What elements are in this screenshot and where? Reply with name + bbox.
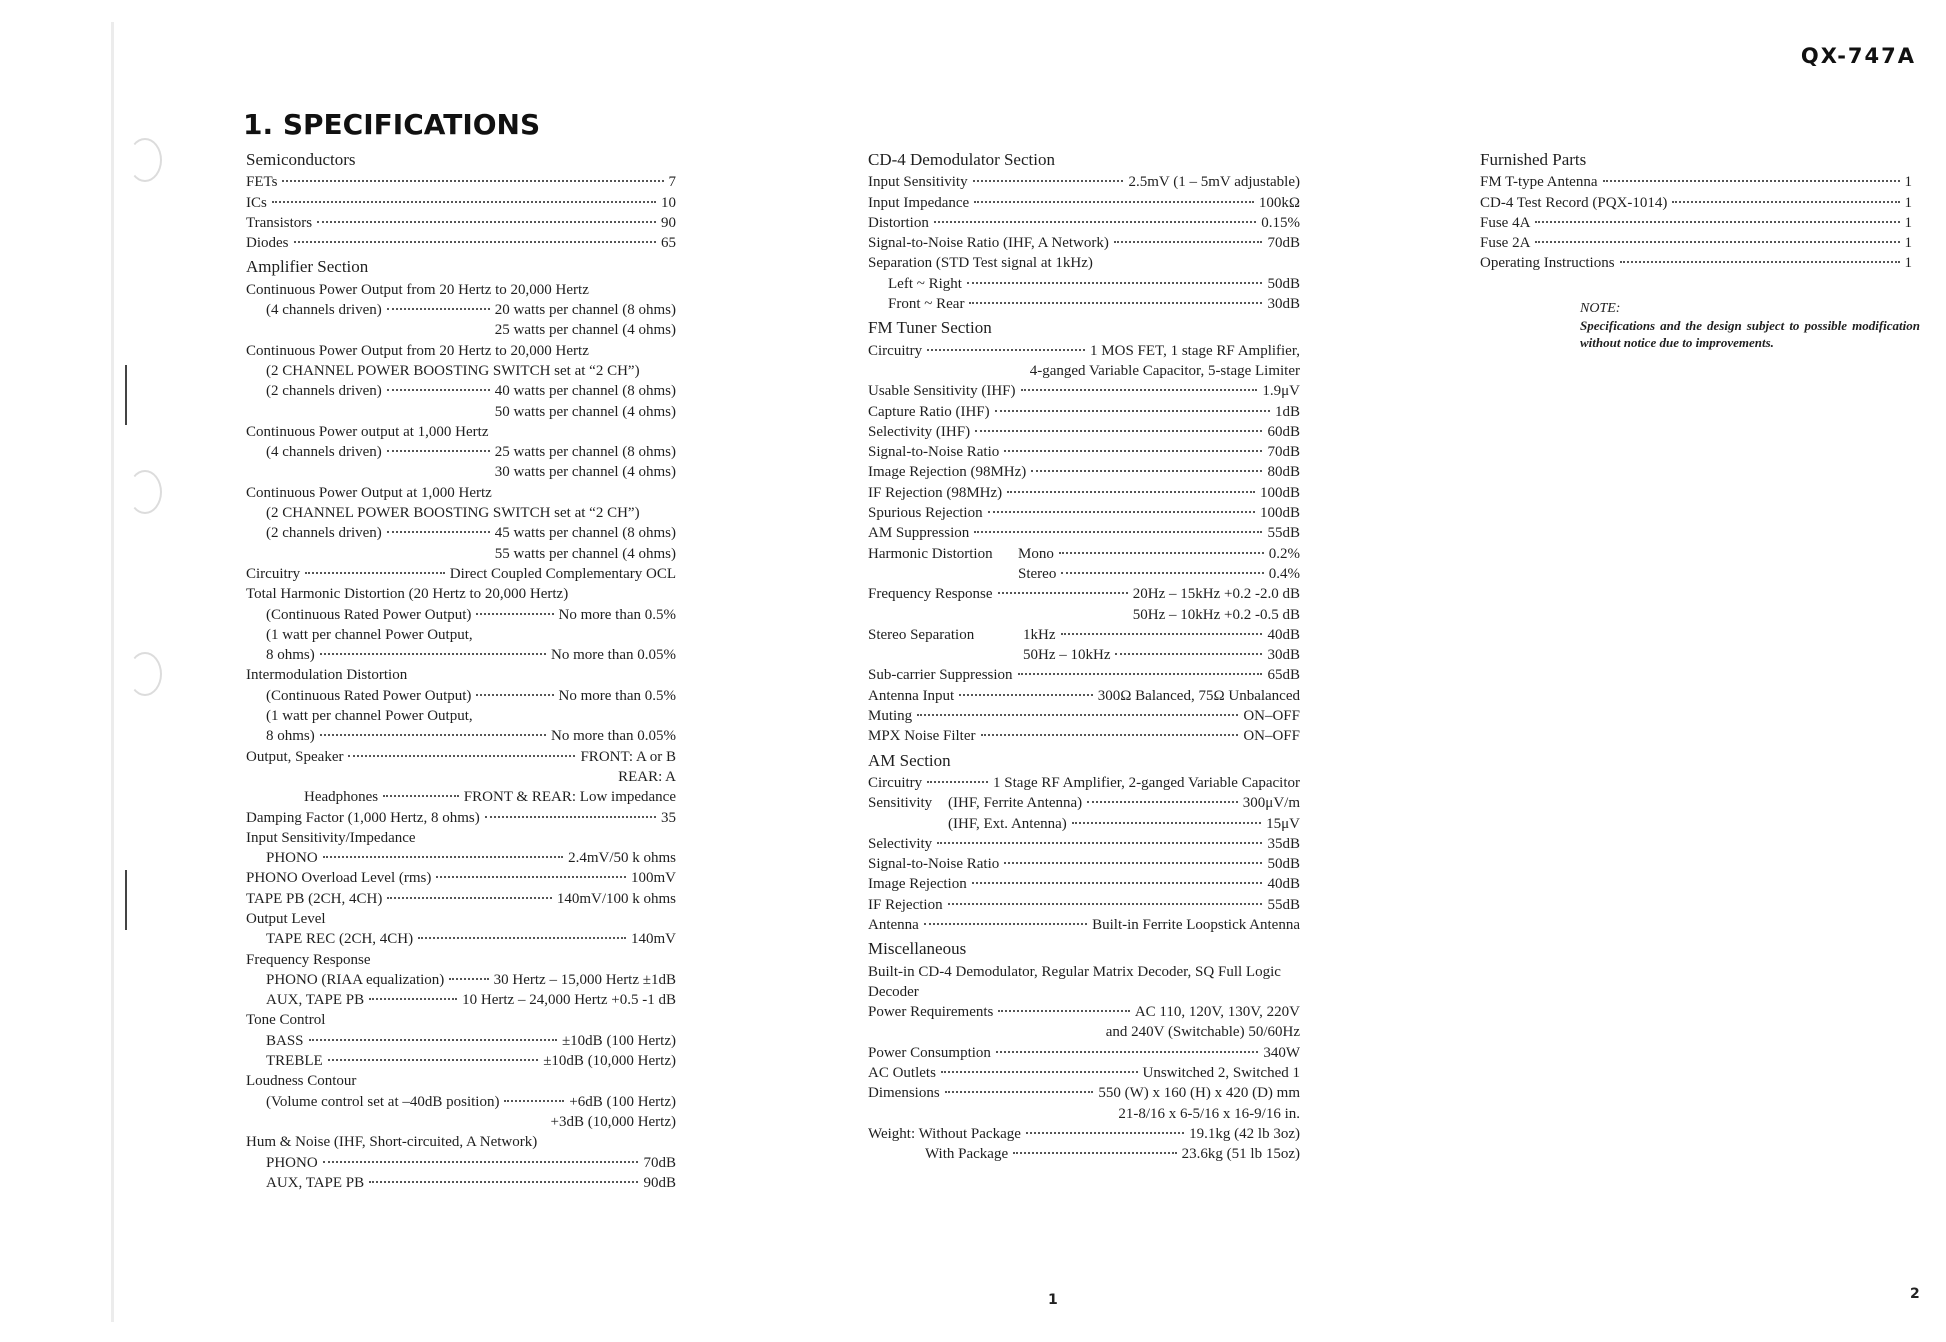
column-right	[1480, 150, 1912, 274]
spec-row: TREBLE ±10dB (10,000 Hertz)	[266, 1053, 676, 1070]
spec-text: (1 watt per channel Power Output,	[266, 626, 473, 643]
spec-row: Signal-to-Noise Ratio 70dB	[868, 444, 1300, 461]
misc-heading: Miscellaneous	[868, 939, 967, 959]
spec-row: Diodes 65	[246, 235, 676, 252]
spec-row: PHONO 70dB	[266, 1154, 676, 1171]
spec-text: Total Harmonic Distortion (20 Hertz to 20,000 Hertz)	[246, 586, 569, 603]
spec-row: (2 channels driven) 40 watts per channel (8 ohms)	[266, 383, 676, 400]
spec-row: (4 channels driven) 25 watts per channel (8 ohms)	[266, 444, 676, 461]
page-number-right: 2	[1910, 1286, 1920, 1302]
note-heading: NOTE:	[1580, 301, 1621, 316]
spec-text: Frequency Response	[246, 951, 371, 968]
spec-text: and 240V (Switchable) 50/60Hz	[1105, 1024, 1300, 1041]
spec-row: 8 ohms) No more than 0.05%	[266, 728, 676, 745]
spec-text: (1 watt per channel Power Output,	[266, 708, 473, 725]
spec-row: Signal-to-Noise Ratio 50dB	[868, 856, 1300, 873]
spec-row: Input Sensitivity 2.5mV (1 – 5mV adjustable)	[868, 174, 1300, 191]
spec-text: Separation (STD Test signal at 1kHz)	[868, 255, 1093, 272]
spec-row: Circuitry 1 MOS FET, 1 stage RF Amplifier,	[868, 342, 1300, 359]
spec-row: Output, Speaker FRONT: A or B	[246, 748, 676, 765]
spec-row: AUX, TAPE PB 90dB	[266, 1174, 676, 1191]
spec-row: Sensitivity (IHF, Ferrite Antenna) 300μV/m	[868, 795, 1300, 812]
spec-row: Dimensions 550 (W) x 160 (H) x 420 (D) mm	[868, 1085, 1300, 1102]
spec-text: 4-ganged Variable Capacitor, 5-stage Limiter	[1029, 362, 1300, 379]
spec-row: Image Rejection 40dB	[868, 876, 1300, 893]
spec-row: Left ~ Right 50dB	[888, 275, 1300, 292]
cd4-heading: CD-4 Demodulator Section	[868, 150, 1055, 169]
spec-text: 21-8/16 x 6-5/16 x 16-9/16 in.	[1118, 1105, 1300, 1122]
am-heading: AM Section	[868, 750, 951, 770]
spec-row: IF Rejection (98MHz) 100dB	[868, 484, 1300, 501]
binder-mark	[125, 870, 127, 930]
spec-row: PHONO Overload Level (rms) 100mV	[246, 870, 676, 887]
spec-text: Hum & Noise (IHF, Short-circuited, A Network)	[246, 1134, 538, 1151]
spec-row: Antenna Input 300Ω Balanced, 75Ω Unbalanced	[868, 687, 1300, 704]
spec-row: Image Rejection (98MHz) 80dB	[868, 464, 1300, 481]
note-text: Specifications and the design subject to possible modification without notice due to improvements.	[1580, 318, 1920, 350]
spec-row: Selectivity (IHF) 60dB	[868, 423, 1300, 440]
amplifier-heading: Amplifier Section	[246, 257, 369, 277]
spec-row: (4 channels driven) 20 watts per channel (8 ohms)	[266, 302, 676, 319]
spec-row: Power Consumption 340W	[868, 1044, 1300, 1061]
spec-row: ICs 10	[246, 194, 676, 211]
spec-row: (2 channels driven) 45 watts per channel (8 ohms)	[266, 525, 676, 542]
spec-text: Tone Control	[246, 1012, 326, 1029]
fm-heading: FM Tuner Section	[868, 318, 992, 338]
spec-row: Harmonic Distortion Mono 0.2%	[868, 545, 1300, 562]
spec-row: TAPE PB (2CH, 4CH) 140mV/100 k ohms	[246, 890, 676, 907]
spec-text: Intermodulation Distortion	[246, 667, 408, 684]
spec-row: AC Outlets Unswitched 2, Switched 1	[868, 1065, 1300, 1082]
spec-row: MPX Noise Filter ON–OFF	[868, 728, 1300, 745]
spec-row: Sub-carrier Suppression 65dB	[868, 667, 1300, 684]
spec-text: (2 CHANNEL POWER BOOSTING SWITCH set at “2 CH”)	[266, 505, 640, 522]
spec-text: 55 watts per channel (4 ohms)	[494, 545, 676, 562]
spec-row: With Package 23.6kg (51 lb 15oz)	[925, 1146, 1300, 1163]
spec-row: Spurious Rejection 100dB	[868, 505, 1300, 522]
punch-hole	[128, 470, 162, 514]
spec-row: Antenna Built-in Ferrite Loopstick Antenna	[868, 916, 1300, 933]
spec-row: Fuse 4A 1	[1480, 214, 1912, 231]
punch-hole	[128, 138, 162, 182]
spec-text: Loudness Contour	[246, 1073, 357, 1090]
spec-row: Damping Factor (1,000 Hertz, 8 ohms) 35	[246, 809, 676, 826]
spec-row: CD-4 Test Record (PQX-1014) 1	[1480, 194, 1912, 211]
spec-row: Muting ON–OFF	[868, 708, 1300, 725]
spec-row: Fuse 2A 1	[1480, 235, 1912, 252]
spec-text: Continuous Power Output from 20 Hertz to 20,000 Hertz	[246, 342, 589, 359]
spec-text: Built-in CD-4 Demodulator, Regular Matrix Decoder, SQ Full Logic	[868, 963, 1281, 980]
spec-row: Selectivity 35dB	[868, 835, 1300, 852]
binder-margin-line	[111, 22, 114, 1322]
spec-text: Output Level	[246, 910, 326, 927]
spec-row: Circuitry Direct Coupled Complementary OCL	[246, 565, 676, 582]
spec-text: 50Hz – 10kHz +0.2 -0.5 dB	[1132, 606, 1300, 623]
spec-row: Stereo 0.4%	[1018, 565, 1300, 582]
spec-text: Continuous Power Output from 20 Hertz to 20,000 Hertz	[246, 281, 589, 298]
spec-row: Stereo Separation 1kHz 40dB	[868, 626, 1300, 643]
spec-row: Power Requirements AC 110, 120V, 130V, 220V	[868, 1004, 1300, 1021]
spec-row: (Continuous Rated Power Output) No more than 0.5%	[266, 606, 676, 623]
note-box	[1580, 300, 1920, 351]
spec-row: (Continuous Rated Power Output) No more than 0.5%	[266, 687, 676, 704]
page-number-left: 1	[1048, 1292, 1058, 1308]
spec-row: Headphones FRONT & REAR: Low impedance	[304, 789, 676, 806]
spec-row: 8 ohms) No more than 0.05%	[266, 647, 676, 664]
spec-text: REAR: A	[618, 768, 676, 785]
spec-row: IF Rejection 55dB	[868, 896, 1300, 913]
page-title: 1. SPECIFICATIONS	[243, 108, 541, 141]
spec-row: PHONO 2.4mV/50 k ohms	[266, 850, 676, 867]
spec-text: 50 watts per channel (4 ohms)	[494, 403, 676, 420]
spec-text: (2 CHANNEL POWER BOOSTING SWITCH set at “2 CH”)	[266, 362, 640, 379]
punch-hole	[128, 652, 162, 696]
column-middle	[868, 150, 1300, 1165]
spec-row: Weight: Without Package 19.1kg (42 lb 3oz)	[868, 1125, 1300, 1142]
spec-row: (Volume control set at –40dB position) +6dB (100 Hertz)	[266, 1093, 676, 1110]
spec-text: +3dB (10,000 Hertz)	[550, 1113, 676, 1130]
spec-text: 25 watts per channel (4 ohms)	[494, 322, 676, 339]
spec-row: FM T-type Antenna 1	[1480, 174, 1912, 191]
spec-row: Transistors 90	[246, 214, 676, 231]
spec-row: PHONO (RIAA equalization) 30 Hertz – 15,000 Hertz ±1dB	[266, 971, 676, 988]
spec-row: Frequency Response 20Hz – 15kHz +0.2 -2.0 dB	[868, 586, 1300, 603]
spec-text: Continuous Power Output at 1,000 Hertz	[246, 484, 492, 501]
spec-row: (IHF, Ext. Antenna) 15μV	[948, 815, 1300, 832]
spec-row: Distortion 0.15%	[868, 214, 1300, 231]
spec-text: Continuous Power output at 1,000 Hertz	[246, 423, 489, 440]
spec-row: 50Hz – 10kHz 30dB	[1023, 647, 1300, 664]
spec-row: FETs 7	[246, 174, 676, 191]
model-number: QX-747A	[1800, 44, 1916, 68]
spec-row: Front ~ Rear 30dB	[888, 296, 1300, 313]
spec-row: AUX, TAPE PB 10 Hertz – 24,000 Hertz +0.5 -1 dB	[266, 992, 676, 1009]
spec-row: Signal-to-Noise Ratio (IHF, A Network) 70dB	[868, 235, 1300, 252]
spec-row: Circuitry 1 Stage RF Amplifier, 2-ganged Variable Capacitor	[868, 774, 1300, 791]
spec-row: Usable Sensitivity (IHF) 1.9μV	[868, 383, 1300, 400]
spec-text: 30 watts per channel (4 ohms)	[494, 464, 676, 481]
spec-row: Operating Instructions 1	[1480, 255, 1912, 272]
spec-row: TAPE REC (2CH, 4CH) 140mV	[266, 931, 676, 948]
spec-row: BASS ±10dB (100 Hertz)	[266, 1032, 676, 1049]
spec-row: AM Suppression 55dB	[868, 525, 1300, 542]
semiconductors-heading: Semiconductors	[246, 150, 356, 169]
spec-row: Input Impedance 100kΩ	[868, 194, 1300, 211]
binder-mark	[125, 365, 127, 425]
spec-row: Capture Ratio (IHF) 1dB	[868, 403, 1300, 420]
spec-text: Input Sensitivity/Impedance	[246, 829, 416, 846]
spec-text: Decoder	[868, 983, 919, 1000]
furnished-heading: Furnished Parts	[1480, 150, 1587, 169]
column-left	[246, 150, 676, 1193]
